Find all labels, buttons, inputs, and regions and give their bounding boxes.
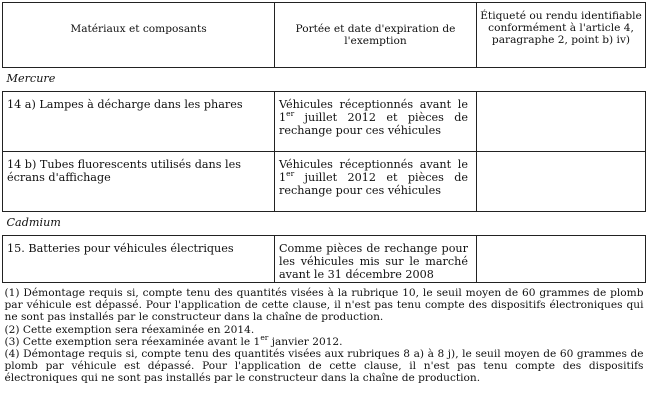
footnote-superscript: er: [260, 332, 269, 342]
footnotes: [3, 283, 646, 385]
header-labelled: Étiqueté ou rendu identifiable conformément à l'article 4, paragraphe 2, point b) iv): [477, 3, 646, 68]
footnote-text-rest: janvier 2012.: [268, 335, 343, 348]
footnote-text: Cette exemption sera réexaminée en 2014.: [19, 323, 255, 336]
footnote-text: Démontage requis si, compte tenu des quantités visées à la rubrique 10, le seuil moyen de 60 grammes de plomb par véhicule est dépassé. Pour l'application de cette clause, il n'est pas tenu compte des dispositifs électroniques qui ne sont pas installés par le constructeur dans la chaîne de production.: [4, 287, 644, 324]
exemptions-table: [2, 2, 646, 385]
material-cell: 14 b) Tubes fluorescents utilisés dans les écrans d'affichage: [3, 152, 275, 212]
table-row: [3, 152, 646, 212]
label-cell: [477, 152, 646, 212]
label-cell: [477, 236, 646, 283]
scope-text: Véhicules réceptionnés avant le 1: [279, 158, 468, 184]
table-header-row: [3, 3, 646, 68]
label-cell: [477, 92, 646, 152]
material-cell: 15. Batteries pour véhicules électriques: [3, 236, 275, 283]
scope-cell: [275, 92, 477, 152]
scope-text: Véhicules réceptionnés avant le 1: [279, 98, 468, 124]
footnote: [4, 332, 644, 348]
footnote-number: (4): [4, 348, 20, 361]
section-title-cadmium: Cadmium: [3, 212, 646, 236]
document-page: [2, 2, 645, 385]
scope-cell: [275, 236, 477, 283]
scope-cell: [275, 152, 477, 212]
footnote: [5, 348, 644, 385]
footnote-number: (1): [4, 287, 20, 299]
footnote-text: Démontage requis si, compte tenu des quantités visées aux rubriques 8 a) à 8 j), le seuil moyen de 60 grammes de plomb par véhicule est dépassé. Pour l'application de cette clause, il n'est pas tenu compte des dispositifs électroniques qui ne sont pas installés par le constructeur dans la chaîne de production.: [4, 348, 644, 385]
footnote-number: (2): [4, 323, 20, 336]
scope-text: Comme pièces de rechange pour les véhicules mis sur le marché avant le 31 décembre 2008: [279, 242, 468, 281]
section-row-mercure: [3, 68, 646, 92]
footnote: [5, 287, 644, 324]
footnote-text: Cette exemption sera réexaminée avant le 1: [19, 335, 261, 348]
footnotes-row: [3, 283, 646, 385]
section-title-mercure: Mercure: [3, 68, 646, 92]
section-row-cadmium: [3, 212, 646, 236]
footnote-number: (3): [4, 335, 20, 348]
scope-text-rest: juillet 2012 et pièces de rechange pour ces véhicules: [279, 171, 468, 197]
scope-superscript: er: [286, 169, 295, 178]
header-materials: Matériaux et composants: [3, 3, 275, 68]
scope-text-rest: juillet 2012 et pièces de rechange pour ces véhicules: [279, 111, 468, 137]
table-row: [3, 92, 646, 152]
footnote: [5, 324, 644, 336]
header-scope: Portée et date d'expiration de l'exemption: [275, 3, 477, 68]
scope-superscript: er: [286, 109, 295, 118]
material-cell: 14 a) Lampes à décharge dans les phares: [3, 92, 275, 152]
table-row: [3, 236, 646, 283]
